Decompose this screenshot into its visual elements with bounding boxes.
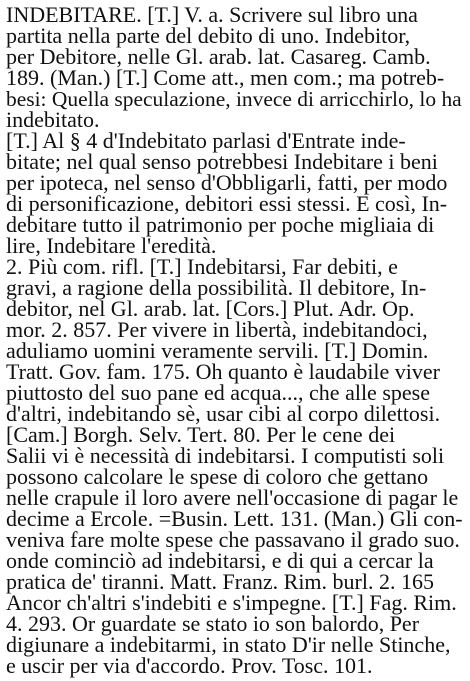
- text-line: Ancor ch'altri s'indebiti e s'impegne. [T.] Fag. Rim.: [6, 591, 457, 615]
- text-line: debitor, nel Gl. arab. lat. [Cors.] Plut. Adr. Op.: [6, 297, 415, 321]
- text-line: indebitato.: [6, 108, 100, 132]
- text-line: INDEBITARE. [T.] V. a. Scrivere sul libro una: [6, 3, 418, 27]
- text-line: 4. 293. Or guardate se stato io son balordo, Per: [6, 612, 420, 636]
- text-line: 189. (Man.) [T.] Come att., men com.; ma potreb-: [6, 66, 445, 90]
- text-line: partita nella parte del debito di uno. Indebitor,: [6, 24, 411, 48]
- text-line: gravi, a ragione della possibilità. Il debitore, In-: [6, 276, 427, 300]
- text-line: onde cominciò ad indebitarsi, e di qui a cercar la: [6, 549, 434, 573]
- text-line: pratica de' tiranni. Matt. Franz. Rim. burl. 2. 165: [6, 570, 434, 594]
- text-line: decime a Ercole. =Busin. Lett. 131. (Man.) Gli con-: [6, 507, 463, 531]
- text-line: per Debitore, nelle Gl. arab. lat. Casareg. Camb.: [6, 45, 431, 69]
- text-line: piuttosto del suo pane ed acqua..., che alle spese: [6, 381, 430, 405]
- text-line: mor. 2. 857. Per vivere in libertà, indebitandoci,: [6, 318, 428, 342]
- text-line: [Cam.] Borgh. Selv. Tert. 80. Per le cene dei: [6, 423, 396, 447]
- text-line: possono calcolare le spese di coloro che gettano: [6, 465, 429, 489]
- text-line: Salii vi è necessità di indebitarsi. I computisti soli: [6, 444, 445, 468]
- text-line: debitare tutto il patrimonio per poche migliaia di: [6, 213, 435, 237]
- text-line: e uscir per via d'accordo. Prov. Tosc. 101.: [6, 654, 373, 678]
- text-line: d'altri, indebitando sè, usar cibi al corpo dilettosi.: [6, 402, 441, 426]
- text-line: [T.] Al § 4 d'Indebitato parlasi d'Entrate inde-: [6, 129, 406, 153]
- text-line: veniva fare molte spese che passavano il grado suo.: [6, 528, 460, 552]
- text-line: aduliamo uomini veramente servili. [T.] Domin.: [6, 339, 429, 363]
- text-line: besi: Quella speculazione, invece di arricchirlo, lo ha: [6, 87, 462, 111]
- text-line: nelle crapule il loro avere nell'occasione di pagar le: [6, 486, 459, 510]
- text-line: digiunare a indebitarmi, in stato D'ir nelle Stinche,: [6, 633, 451, 657]
- text-line: per ipoteca, nel senso d'Obbligarli, fatti, per modo: [6, 171, 448, 195]
- text-line: di personificazione, debitori essi stessi. E così, In-: [6, 192, 448, 216]
- text-line: lire, Indebitare l'eredità.: [6, 234, 217, 258]
- text-line: bitate; nel qual senso potrebbesi Indebitare i beni: [6, 150, 438, 174]
- text-line: Tratt. Gov. fam. 175. Oh quanto è laudabile viver: [6, 360, 441, 384]
- text-line: 2. Più com. rifl. [T.] Indebitarsi, Far debiti, e: [6, 255, 398, 279]
